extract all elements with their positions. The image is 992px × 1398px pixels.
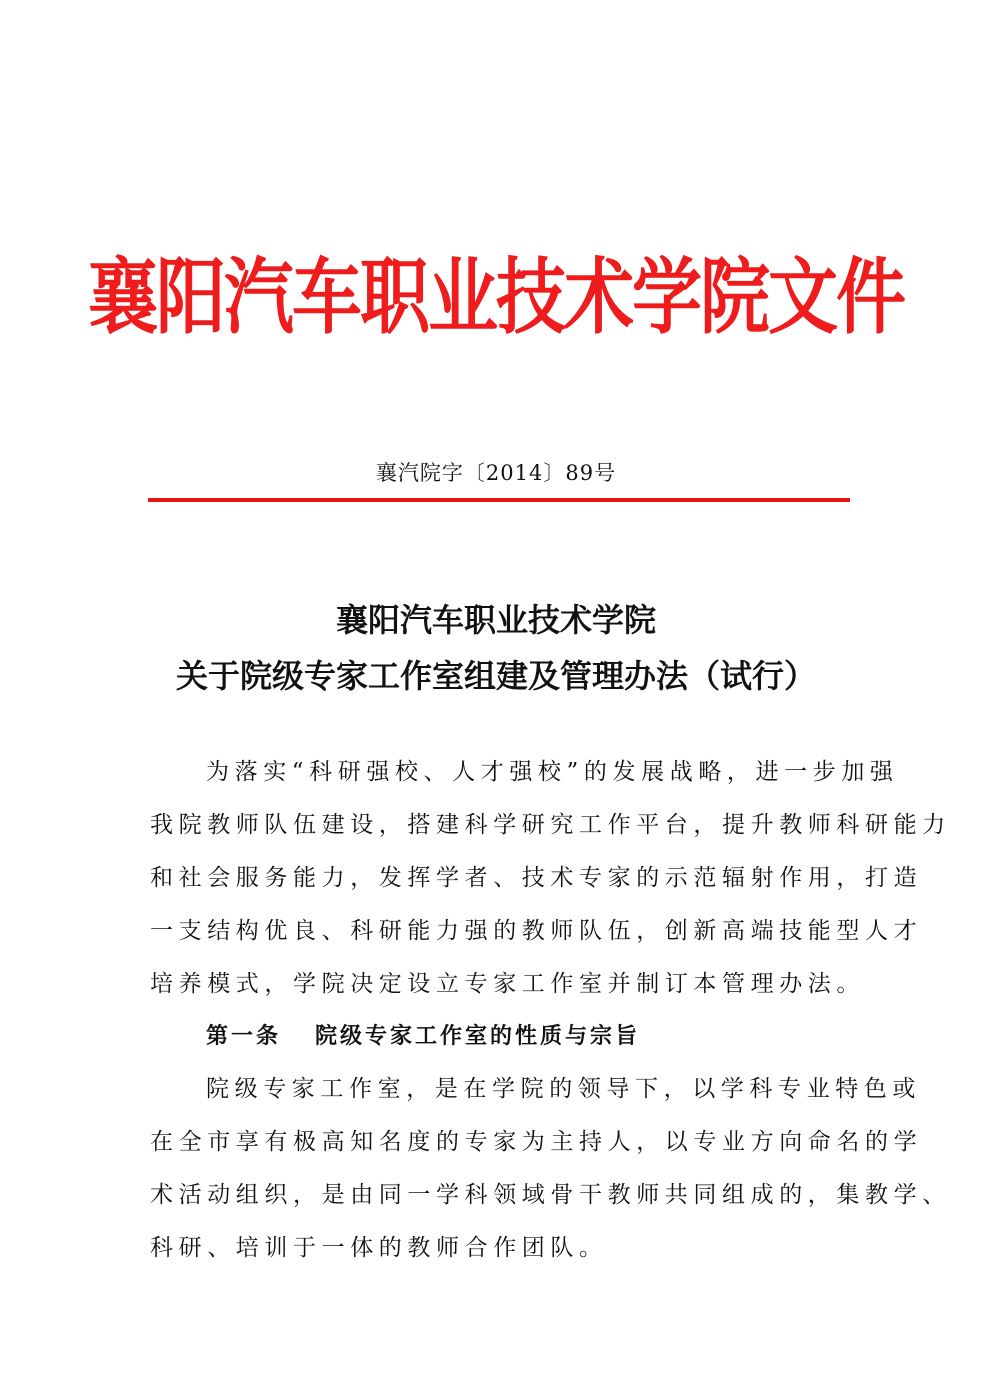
paragraph-line: 术活动组织，是由同一学科领域骨干教师共同组成的，集教学、 <box>150 1182 951 1208</box>
paragraph-line: 和社会服务能力，发挥学者、技术专家的示范辐射作用，打造 <box>150 865 923 891</box>
article-title: 院级专家工作室的性质与宗旨 <box>315 1024 641 1049</box>
paragraph-line: 培养模式，学院决定设立专家工作室并制订本管理办法。 <box>150 971 865 997</box>
masthead-title: 襄阳汽车职业技术学院文件 <box>88 248 904 346</box>
paragraph-line: 一支结构优良、科研能力强的教师队伍，创新高端技能型人才 <box>150 918 923 944</box>
paragraph-line: 在全市享有极高知名度的专家为主持人，以专业方向命名的学 <box>150 1129 923 1155</box>
intro-paragraph <box>150 746 951 1011</box>
paragraph-line: 我院教师队伍建设，搭建科学研究工作平台，提升教师科研能力 <box>150 812 951 838</box>
article-1-heading <box>206 1010 640 1063</box>
paragraph-line: 院级专家工作室，是在学院的领导下，以学科专业特色或 <box>206 1076 921 1102</box>
document-title-line-1: 襄阳汽车职业技术学院 <box>335 601 656 639</box>
document-title-line-2: 关于院级专家工作室组建及管理办法（试行） <box>175 657 816 695</box>
document-number: 襄汽院字〔2014〕89号 <box>375 461 617 485</box>
paragraph-line: 科研、培训于一体的教师合作团队。 <box>150 1235 608 1261</box>
article-1-paragraph <box>150 1063 951 1275</box>
paragraph-line: 为落实“科研强校、人才强校”的发展战略，进一步加强 <box>206 759 899 785</box>
red-divider-rule <box>148 498 850 502</box>
article-number: 第一条 <box>206 1024 282 1049</box>
